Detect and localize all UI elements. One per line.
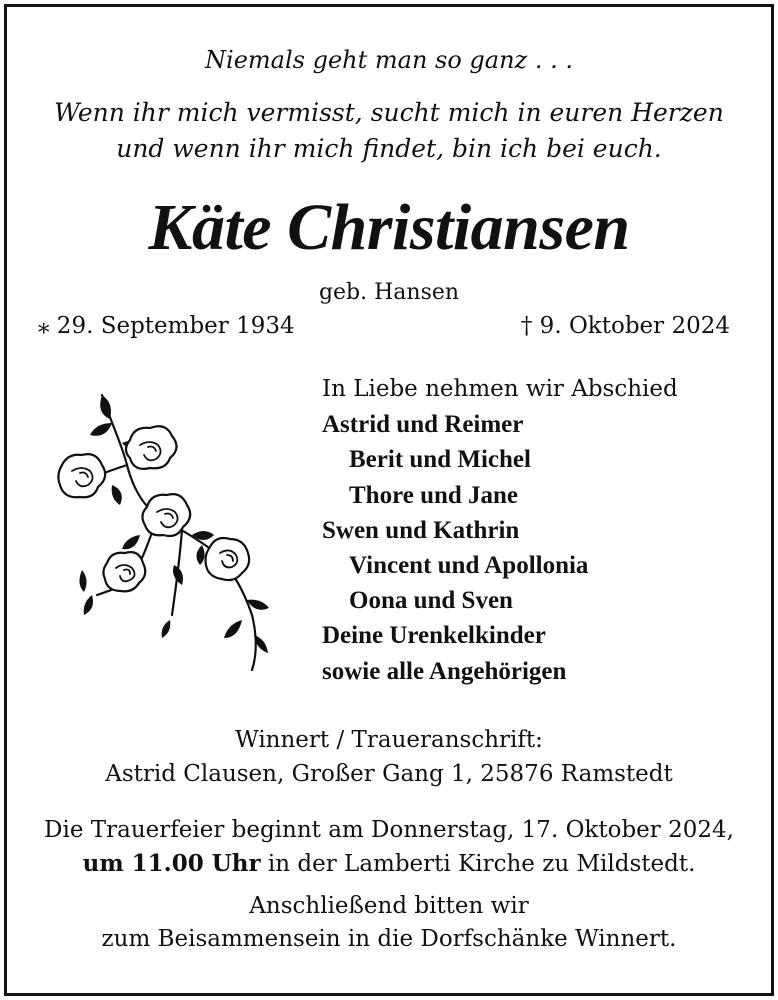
family-member: Vincent und Apollonia — [349, 551, 589, 579]
family-member: Swen und Kathrin — [322, 516, 520, 544]
family-member: Berit und Michel — [349, 446, 531, 474]
mourning-address-heading: Winnert / Traueranschrift: — [235, 727, 543, 753]
family-intro: In Liebe nehmen wir Abschied — [322, 376, 678, 402]
funeral-location — [0, 850, 778, 877]
funeral-place: in der Lamberti Kirche zu Mildstedt. — [260, 851, 696, 877]
family-member: sowie alle Angehörigen — [322, 657, 567, 685]
quote-line-3: und wenn ihr mich findet, bin ich bei euch. — [116, 134, 662, 163]
afterwards-line-2: zum Beisammensein in die Dorfschänke Winnert. — [101, 926, 677, 952]
deceased-name: Käte Christiansen — [148, 191, 630, 264]
quote-line-2: Wenn ihr mich vermisst, sucht mich in euren Herzen — [54, 98, 724, 127]
family-member: Astrid und Reimer — [322, 411, 524, 439]
funeral-time: um 11.00 Uhr — [82, 850, 261, 877]
birth-date: ⁎ 29. September 1934 — [38, 313, 295, 339]
afterwards-line-1: Anschließend bitten wir — [249, 893, 529, 919]
family-member: Oona und Sven — [349, 587, 513, 615]
roses-branch-icon — [52, 385, 284, 675]
family-member: Thore und Jane — [349, 481, 519, 509]
quote-line-1: Niemals geht man so ganz . . . — [205, 46, 573, 74]
death-date: † 9. Oktober 2024 — [520, 313, 730, 339]
family-member: Deine Urenkelkinder — [322, 622, 546, 650]
funeral-date: Die Trauerfeier beginnt am Donnerstag, 17. Oktober 2024, — [44, 817, 734, 843]
family-list — [322, 372, 678, 689]
maiden-name: geb. Hansen — [318, 280, 460, 305]
mourning-address: Astrid Clausen, Großer Gang 1, 25876 Ramstedt — [105, 761, 673, 787]
